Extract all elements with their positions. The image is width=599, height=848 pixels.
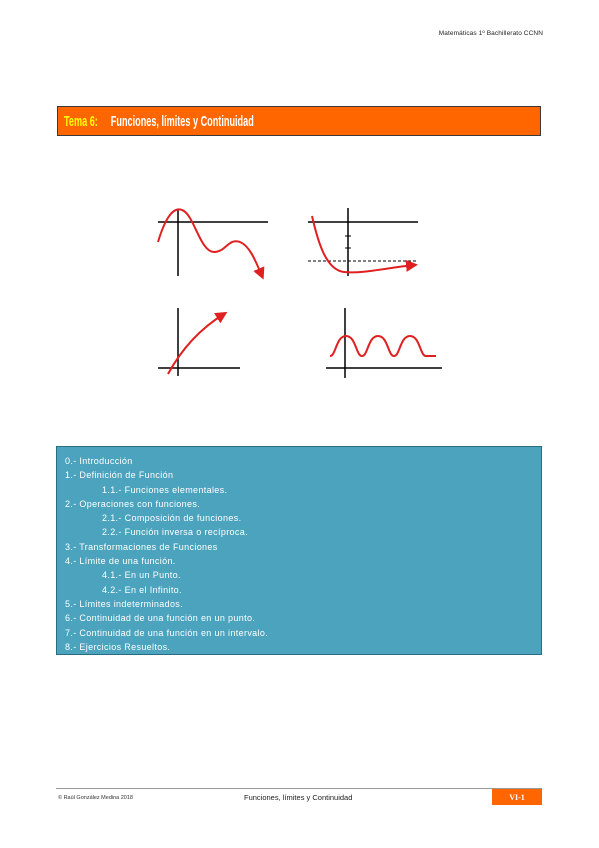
toc-item: 5.- Límites indeterminados.: [65, 598, 183, 609]
chapter-title: [64, 113, 294, 130]
toc-item: 7.- Continuidad de una función en un intervalo.: [65, 627, 269, 638]
page-number-badge: VI-1: [492, 789, 542, 805]
function-graphs-illustration: [150, 202, 450, 382]
toc-item: 2.- Operaciones con funciones.: [65, 498, 201, 509]
toc-item: 1.1.- Funciones elementales.: [102, 484, 228, 495]
graph-wave-decreasing: [158, 209, 268, 276]
table-of-contents: [56, 446, 542, 655]
footer-title: Funciones, límites y Continuidad: [244, 793, 353, 802]
toc-item: 2.2.- Función inversa o recíproca.: [102, 527, 248, 538]
toc-item: 2.1.- Composición de funciones.: [102, 513, 242, 524]
toc-item: 8.- Ejercicios Resueltos.: [65, 641, 171, 652]
graph-increasing: [158, 308, 240, 376]
chapter-number: Tema 6:: [64, 112, 98, 130]
chapter-title-bar: [57, 106, 541, 136]
toc-item: 4.1.- En un Punto.: [102, 570, 181, 581]
graph-asymptote-minimum: [308, 208, 418, 276]
graph-periodic: [326, 308, 442, 378]
toc-item: 0.- Introducción: [65, 456, 133, 466]
toc-item: 4.2.- En el Infinito.: [102, 584, 182, 595]
footer-author: © Raúl González Medina 2018: [58, 795, 133, 801]
toc-item: 6.- Continuidad de una función en un punto.: [65, 613, 256, 624]
chapter-name: Funciones, límites y Continuidad: [110, 112, 254, 130]
toc-item: 4.- Límite de una función.: [65, 556, 176, 567]
toc-item: 1.- Definición de Función: [65, 470, 174, 481]
page-header: Matemáticas 1º Bachillerato CCNN: [438, 30, 543, 37]
footer-divider: [56, 788, 542, 789]
toc-item: 3.- Transformaciones de Funciones: [65, 541, 218, 552]
